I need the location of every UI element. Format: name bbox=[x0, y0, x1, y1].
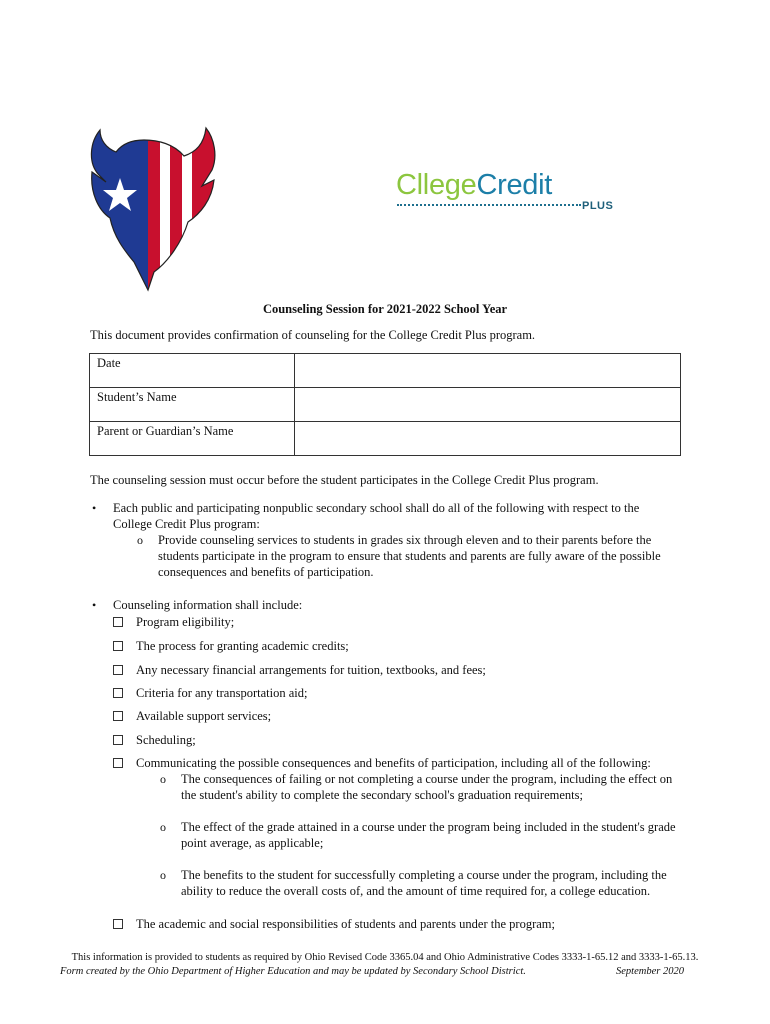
checkbox-icon bbox=[113, 641, 123, 651]
guardian-name-label: Parent or Guardian’s Name bbox=[90, 422, 295, 456]
checkbox-icon bbox=[113, 735, 123, 745]
subitem2-line1: The effect of the grade attained in a course under the program being included in the student's grade bbox=[181, 820, 676, 834]
table-row bbox=[90, 422, 681, 456]
document-title: Counseling Session for 2021-2022 School Year bbox=[262, 302, 508, 316]
subitem3-line1: The benefits to the student for successfully completing a course under the program, including the bbox=[181, 868, 667, 882]
buffalo-flag-logo bbox=[88, 122, 218, 292]
student-name-field[interactable] bbox=[295, 388, 681, 422]
ccp-plus-label: PLUS bbox=[582, 200, 614, 212]
bullet-icon: • bbox=[92, 501, 97, 515]
item-academic-credits: The process for granting academic credits; bbox=[136, 639, 349, 653]
bullet1-sub-line3: consequences and benefits of participation. bbox=[158, 565, 374, 579]
date-label: Date bbox=[90, 354, 295, 388]
circle-bullet-icon: o bbox=[160, 772, 166, 786]
item-support: Available support services; bbox=[136, 709, 272, 723]
checkbox-icon bbox=[113, 617, 123, 627]
info-table bbox=[89, 353, 681, 456]
list-item bbox=[113, 917, 123, 934]
footer-legal-note: This information is provided to students as required by Ohio Revised Code 3365.04 and Ohio Administrative Codes 3333-1-65.12 and 3333-1-65.13. bbox=[71, 952, 699, 963]
table-row bbox=[90, 354, 681, 388]
guardian-name-field[interactable] bbox=[295, 422, 681, 456]
circle-bullet-icon: o bbox=[160, 820, 166, 834]
list-item bbox=[113, 639, 123, 656]
item-responsibilities: The academic and social responsibilities of students and parents under the program; bbox=[136, 917, 555, 931]
list-item bbox=[113, 709, 123, 726]
item-communicating: Communicating the possible consequences and benefits of participation, including all of the following: bbox=[136, 756, 651, 770]
list-item bbox=[113, 686, 123, 703]
item-financial: Any necessary financial arrangements for tuition, textbooks, and fees; bbox=[136, 663, 486, 677]
footer-date: September 2020 bbox=[616, 966, 684, 977]
bullet1-line2: College Credit Plus program: bbox=[113, 517, 260, 531]
bullet1-sub-line1: Provide counseling services to students in grades six through eleven and to their parents before the bbox=[158, 533, 652, 547]
checkbox-icon bbox=[113, 665, 123, 675]
list-item bbox=[113, 756, 123, 773]
session-note: The counseling session must occur before the student participates in the College Credit Plus program. bbox=[90, 473, 599, 487]
item-transportation: Criteria for any transportation aid; bbox=[136, 686, 308, 700]
bullet-icon: • bbox=[92, 598, 97, 612]
table-row bbox=[90, 388, 681, 422]
date-field[interactable] bbox=[295, 354, 681, 388]
college-credit-plus-logo bbox=[396, 170, 626, 218]
subitem3-line2: ability to reduce the overall costs of, and the amount of time required for, a college education. bbox=[181, 884, 651, 898]
list-item bbox=[113, 615, 123, 632]
checkbox-icon bbox=[113, 919, 123, 929]
checkbox-icon bbox=[113, 758, 123, 768]
subitem1-line2: the student's ability to complete the secondary school's graduation requirements; bbox=[181, 788, 583, 802]
list-item bbox=[113, 733, 123, 750]
item-scheduling: Scheduling; bbox=[136, 733, 196, 747]
subitem2-line2: point average, as applicable; bbox=[181, 836, 324, 850]
subitem1-line1: The consequences of failing or not completing a course under the program, including the effect on bbox=[181, 772, 673, 786]
list-item bbox=[113, 663, 123, 680]
bullet1-line1: Each public and participating nonpublic secondary school shall do all of the following with respect to the bbox=[113, 501, 640, 515]
circle-bullet-icon: o bbox=[160, 868, 166, 882]
checkbox-icon bbox=[113, 711, 123, 721]
ccp-dotted-rule bbox=[397, 204, 581, 206]
bullet1-sub-line2: students participate in the program to ensure that students and parents are fully aware of the possible bbox=[158, 549, 661, 563]
checkbox-icon bbox=[113, 688, 123, 698]
footer-credit: Form created by the Ohio Department of Higher Education and may be updated by Secondary School District. bbox=[60, 966, 526, 977]
bullet2-lead: Counseling information shall include: bbox=[113, 598, 303, 612]
item-program-eligibility: Program eligibility; bbox=[136, 615, 235, 629]
student-name-label: Student’s Name bbox=[90, 388, 295, 422]
intro-text: This document provides confirmation of counseling for the College Credit Plus program. bbox=[90, 328, 536, 342]
circle-bullet-icon: o bbox=[137, 533, 143, 547]
ccp-wordmark: CllegeCredit bbox=[396, 169, 552, 201]
